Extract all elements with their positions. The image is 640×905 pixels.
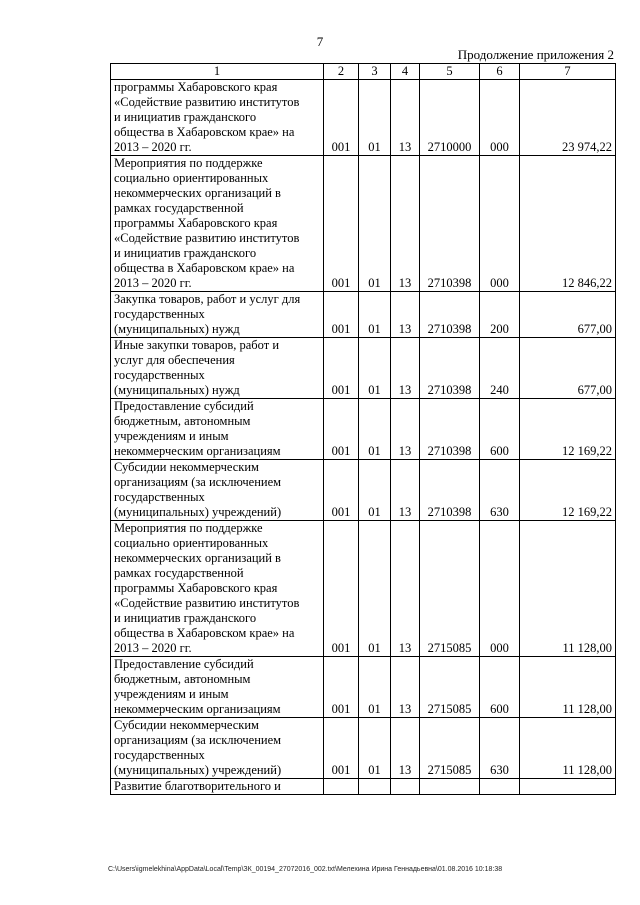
- expense-type-code: 000: [480, 80, 520, 156]
- subsection-code: 13: [391, 399, 420, 460]
- target-article-code: 2710398: [420, 156, 480, 292]
- expense-type-code: [480, 779, 520, 795]
- amount: 677,00: [520, 292, 616, 338]
- continuation-note: Продолжение приложения 2: [457, 47, 614, 62]
- ministry-code: [324, 779, 359, 795]
- subsection-code: 13: [391, 156, 420, 292]
- target-article-code: 2710000: [420, 80, 480, 156]
- expense-type-code: 000: [480, 521, 520, 657]
- expense-type-code: 200: [480, 292, 520, 338]
- target-article-code: 2710398: [420, 338, 480, 399]
- amount: 11 128,00: [520, 718, 616, 779]
- header-col-3: 3: [359, 64, 391, 80]
- footer-file-path: C:\Users\igmelekhina\AppData\Local\Temp\ЗК_00194_27072016_002.txt\Мелехина Ирина Геннадьевна\01.08.2016 10:18:38: [108, 866, 503, 873]
- table-row: [111, 460, 616, 521]
- row-description: Мероприятия по поддержке социально ориентированных некоммерческих организаций в рамках государственной программы Хабаровского края «Содействие развитию институтов и инициатив гражданского общества в Хабаровском крае» на 2013 – 2020 гг.: [111, 521, 324, 657]
- subsection-code: 13: [391, 460, 420, 521]
- ministry-code: 001: [324, 80, 359, 156]
- table-row: [111, 718, 616, 779]
- ministry-code: 001: [324, 460, 359, 521]
- target-article-code: 2715085: [420, 718, 480, 779]
- ministry-code: 001: [324, 657, 359, 718]
- section-code: 01: [359, 292, 391, 338]
- section-code: 01: [359, 338, 391, 399]
- subsection-code: 13: [391, 521, 420, 657]
- subsection-code: [391, 779, 420, 795]
- section-code: 01: [359, 718, 391, 779]
- row-description: Иные закупки товаров, работ и услуг для обеспечения государственных (муниципальных) нужд: [111, 338, 324, 399]
- target-article-code: 2715085: [420, 521, 480, 657]
- header-col-2: 2: [324, 64, 359, 80]
- amount: 11 128,00: [520, 521, 616, 657]
- target-article-code: 2710398: [420, 292, 480, 338]
- ministry-code: 001: [324, 521, 359, 657]
- table-header-row: [111, 64, 616, 80]
- expense-type-code: 000: [480, 156, 520, 292]
- section-code: 01: [359, 521, 391, 657]
- table-row: [111, 156, 616, 292]
- subsection-code: 13: [391, 657, 420, 718]
- row-description: программы Хабаровского края «Содействие развитию институтов и инициатив гражданского общества в Хабаровском крае» на 2013 – 2020 гг.: [111, 80, 324, 156]
- section-code: 01: [359, 657, 391, 718]
- section-code: 01: [359, 460, 391, 521]
- header-col-6: 6: [480, 64, 520, 80]
- header-col-1: 1: [111, 64, 324, 80]
- ministry-code: 001: [324, 399, 359, 460]
- target-article-code: 2710398: [420, 399, 480, 460]
- table-row: [111, 779, 616, 795]
- table-row: [111, 80, 616, 156]
- amount: 23 974,22: [520, 80, 616, 156]
- amount: 677,00: [520, 338, 616, 399]
- header-col-4: 4: [391, 64, 420, 80]
- ministry-code: 001: [324, 156, 359, 292]
- ministry-code: 001: [324, 292, 359, 338]
- expense-type-code: 630: [480, 718, 520, 779]
- row-description: Субсидии некоммерческим организациям (за исключением государственных (муниципальных) учреждений): [111, 718, 324, 779]
- table-row: [111, 399, 616, 460]
- table-row: [111, 292, 616, 338]
- table-row: [111, 521, 616, 657]
- section-code: 01: [359, 80, 391, 156]
- amount: 11 128,00: [520, 657, 616, 718]
- page-number: 7: [316, 34, 324, 49]
- subsection-code: 13: [391, 718, 420, 779]
- table-row: [111, 338, 616, 399]
- expense-type-code: 630: [480, 460, 520, 521]
- row-description: Субсидии некоммерческим организациям (за исключением государственных (муниципальных) учреждений): [111, 460, 324, 521]
- header-col-7: 7: [520, 64, 616, 80]
- expense-type-code: 600: [480, 399, 520, 460]
- row-description: Закупка товаров, работ и услуг для государственных (муниципальных) нужд: [111, 292, 324, 338]
- row-description: Предоставление субсидий бюджетным, автономным учреждениям и иным некоммерческим организациям: [111, 399, 324, 460]
- target-article-code: [420, 779, 480, 795]
- expense-type-code: 600: [480, 657, 520, 718]
- subsection-code: 13: [391, 80, 420, 156]
- section-code: 01: [359, 399, 391, 460]
- target-article-code: 2710398: [420, 460, 480, 521]
- subsection-code: 13: [391, 338, 420, 399]
- section-code: 01: [359, 156, 391, 292]
- header-col-5: 5: [420, 64, 480, 80]
- budget-table: [110, 63, 616, 795]
- subsection-code: 13: [391, 292, 420, 338]
- row-description: Мероприятия по поддержке социально ориентированных некоммерческих организаций в рамках государственной программы Хабаровского края «Содействие развитию институтов и инициатив гражданского общества в Хабаровском крае» на 2013 – 2020 гг.: [111, 156, 324, 292]
- section-code: [359, 779, 391, 795]
- expense-type-code: 240: [480, 338, 520, 399]
- ministry-code: 001: [324, 718, 359, 779]
- amount: 12 846,22: [520, 156, 616, 292]
- row-description: Предоставление субсидий бюджетным, автономным учреждениям и иным некоммерческим организациям: [111, 657, 324, 718]
- amount: [520, 779, 616, 795]
- target-article-code: 2715085: [420, 657, 480, 718]
- ministry-code: 001: [324, 338, 359, 399]
- amount: 12 169,22: [520, 399, 616, 460]
- amount: 12 169,22: [520, 460, 616, 521]
- row-description: Развитие благотворительного и: [111, 779, 324, 795]
- table-row: [111, 657, 616, 718]
